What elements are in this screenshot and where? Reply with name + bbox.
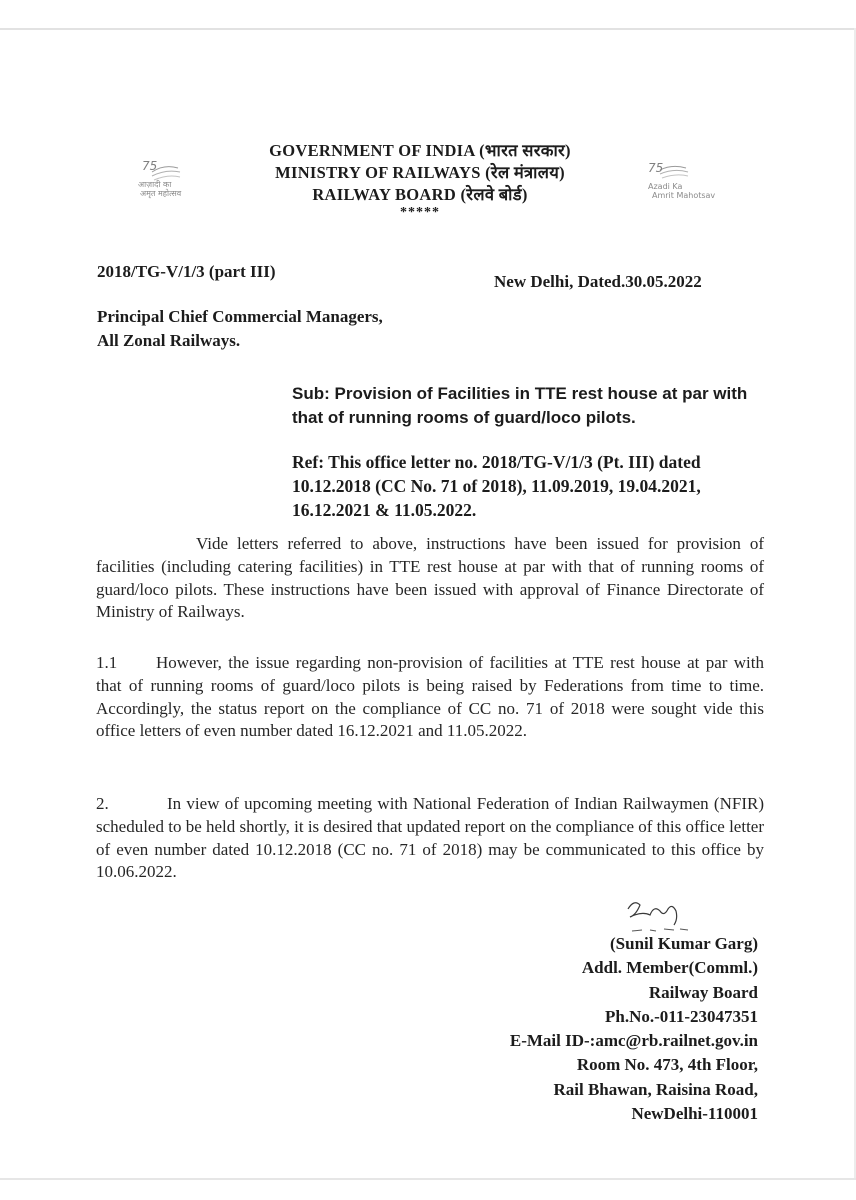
logo-right-number: 75: [648, 161, 664, 175]
paragraph-number: 1.1: [96, 653, 118, 672]
letterhead-stars: *****: [400, 205, 440, 220]
logo-left-caption-line1: आज़ादी का: [138, 180, 172, 189]
signatory-name: (Sunil Kumar Garg): [610, 934, 758, 953]
letterhead-government: GOVERNMENT OF INDIA (भारत सरकार): [269, 141, 571, 160]
letter-subject: Sub: Provision of Facilities in TTE rest house at par with that of running rooms of guard/loco pilots.: [292, 384, 748, 427]
addressee-line: All Zonal Railways.: [97, 331, 241, 350]
azadi-ka-amrit-mahotsav-logo-english: [632, 162, 742, 212]
paragraph-number: 2.: [96, 794, 109, 813]
signatory-email: E-Mail ID-:amc@rb.railnet.gov.in: [509, 1031, 758, 1051]
signatory-room: Room No. 473, 4th Floor,: [576, 1055, 758, 1075]
signatory-city: NewDelhi-110001: [631, 1104, 758, 1124]
signatory-designation: Addl. Member(Comml.): [581, 958, 758, 978]
letterhead-ministry: MINISTRY OF RAILWAYS (रेल मंत्रालय): [275, 163, 565, 182]
letter-reference-number: 2018/TG-V/1/3 (part III): [97, 262, 276, 281]
letterhead-board: RAILWAY BOARD (रेलवे बोर्ड): [312, 185, 528, 204]
paragraph-text: However, the issue regarding non-provision of facilities at TTE rest house at par with that of running rooms of guard/loco pilots is being raised by Federations from time to time. Accordingly, the status report on the compliance of CC no. 71 of 2018 were sought vide this office letters of even number dated 16.12.2021 and 11.05.2022.: [96, 653, 764, 741]
logo-right-caption-line1: Azadi Ka: [648, 182, 683, 191]
body-paragraph-2: [96, 793, 764, 884]
body-paragraph-1-1: [96, 652, 764, 743]
signature-block: [440, 932, 758, 1126]
letter-reference: Ref: This office letter no. 2018/TG-V/1/3 (Pt. III) dated 10.12.2018 (CC No. 71 of 2018), 11.09.2019, 19.04.2021, 16.12.2021 & 11.05.2022.: [292, 452, 701, 520]
logo-right-caption-line2: Amrit Mahotsav: [652, 191, 716, 200]
letterhead: [230, 140, 610, 220]
logo-left-caption-line2: अमृत महोत्सव: [140, 189, 182, 198]
body-paragraph-1: Vide letters referred to above, instructions have been issued for provision of facilities (including catering facilities) in TTE rest house at par with that of running rooms of guard/loco pilots. These instructions have been issued with approval of Finance Directorate of Ministry of Railways.: [96, 534, 764, 622]
addressee: [97, 305, 383, 353]
logo-left-number: 75: [142, 159, 158, 173]
letter-date: New Delhi, Dated.30.05.2022: [494, 272, 702, 291]
signatory-office: Railway Board: [648, 982, 758, 1002]
signatory-address: Rail Bhawan, Raisina Road,: [553, 1079, 758, 1099]
azadi-ka-amrit-mahotsav-logo-hindi: [130, 158, 240, 208]
paragraph-text: In view of upcoming meeting with National Federation of Indian Railwaymen (NFIR) scheduled to be held shortly, it is desired that updated report on the compliance of this office letter of even number dated 10.12.2018 (CC no. 71 of 2018) may be communicated to this office by 10.06.2022.: [96, 794, 764, 882]
addressee-line: Principal Chief Commercial Managers,: [97, 307, 383, 326]
page-bottom-edge: [0, 1178, 856, 1180]
page-top-edge: [0, 28, 856, 30]
signatory-phone: Ph.No.-011-23047351: [605, 1006, 758, 1026]
